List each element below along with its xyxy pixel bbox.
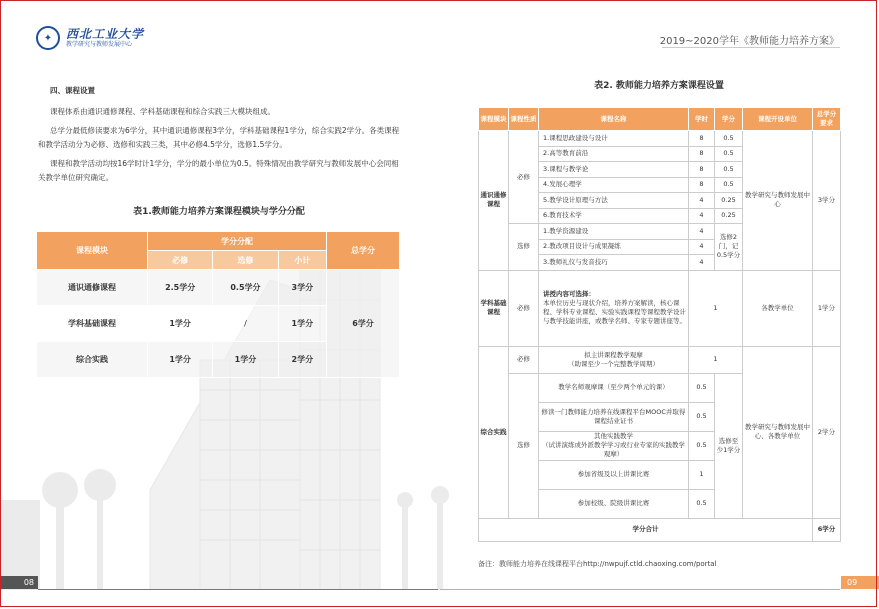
- elective-credit: 0.5学分: [213, 270, 278, 306]
- total-credit: 6学分: [327, 270, 400, 378]
- document-title: 2019~2020学年《教师能力培养方案》: [659, 36, 839, 47]
- required-credit: 2.5学分: [148, 270, 213, 306]
- content-text: 本单位历史与现状介绍，培养方案解读，核心课程、学科专业课程、实验实践课程等课程教学设计与教学技能讲座，或教学名师、专家专题讲座等。: [543, 299, 686, 325]
- header-credit: 学分分配: [148, 232, 327, 251]
- course-credit: 0.5: [689, 431, 715, 460]
- course-credit: 0.25: [715, 208, 743, 224]
- header-nature: 课程性质: [509, 108, 539, 131]
- course-name: 1.课程思政建设与设计: [539, 131, 689, 147]
- course-content: [539, 270, 689, 346]
- module-total: 3学分: [813, 131, 841, 271]
- nature-required: 必修: [509, 131, 539, 224]
- paragraph: 课程和教学活动均按16学时计1学分，学分的最小单位为0.5。特殊情况由教学研究与教师发展中心会同相关教学单位研究确定。: [38, 159, 399, 182]
- course-name: 3.课程与教学论: [539, 162, 689, 178]
- course-credit: 0.25: [715, 193, 743, 209]
- course-hours: 8: [689, 162, 715, 178]
- content-title: 讲授内容可选择：: [543, 290, 595, 298]
- nature-elective: 选修: [509, 373, 539, 518]
- header-divider: [662, 47, 840, 48]
- paragraph: 课程体系由通识通修课程、学科基础课程和综合实践三大模块组成。: [50, 107, 275, 116]
- university-logo: [36, 26, 144, 50]
- course-name: 参加校级、院级讲课比赛: [539, 489, 689, 518]
- elective-credit: 1学分: [213, 342, 278, 378]
- course-name: 1.教学资源建设: [539, 224, 689, 240]
- header-hours: 学时: [689, 108, 715, 131]
- section-heading: 四、课程设置: [50, 86, 95, 95]
- header-required: 必修: [148, 251, 213, 270]
- table-row: [479, 131, 841, 147]
- course-name: 教学名师观摩课（至少两个单元的课）: [539, 373, 689, 402]
- course-setting-table: [478, 107, 841, 542]
- course-credit: 0.5: [689, 402, 715, 431]
- university-emblem: ✦: [36, 26, 60, 50]
- course-name: 拟主讲课程教学观摩 （助课至少一个完整教学周期）: [539, 346, 689, 373]
- course-unit: 教学研究与教师发展中心: [743, 131, 813, 271]
- module-practice: 综合实践: [479, 346, 509, 518]
- course-hours: 4: [689, 255, 715, 271]
- sum-value: 6学分: [813, 518, 841, 541]
- course-credit: 0.5: [715, 162, 743, 178]
- header-course-name: 课程名称: [539, 108, 689, 131]
- subtotal-credit: 1学分: [278, 306, 326, 342]
- header-elective: 选修: [213, 251, 278, 270]
- course-credit: 1: [689, 460, 715, 489]
- table-sum-row: [479, 518, 841, 541]
- required-credit: 1学分: [148, 306, 213, 342]
- course-name: 参加省级及以上讲课比赛: [539, 460, 689, 489]
- header-module: 课程模块: [479, 108, 509, 131]
- course-credit: 1: [689, 346, 743, 373]
- table1-caption: 表1.教师能力培养方案课程模块与学分分配: [133, 207, 305, 217]
- course-hours: 4: [689, 224, 715, 240]
- page-number-left: 08: [0, 576, 38, 589]
- course-setting-section: [38, 84, 400, 190]
- paragraph: 总学分最低修读要求为6学分，其中通识通修课程3学分，学科基础课程1学分，综合实践2学分。各类课程和教学活动分为必修、选修和实践三类，其中必修4.5学分，选修1.5学分。: [38, 126, 400, 149]
- required-credit: 1学分: [148, 342, 213, 378]
- module-name: 综合实践: [37, 342, 148, 378]
- module-name: 通识通修课程: [37, 270, 148, 306]
- university-name: 西北工业大学: [66, 27, 145, 41]
- module-total: 2学分: [813, 346, 841, 518]
- header-total: 总学分: [327, 232, 400, 270]
- course-hours: 8: [689, 131, 715, 147]
- center-name: 教学研究与教师发展中心: [66, 41, 133, 48]
- header-module: 课程模块: [37, 232, 148, 270]
- elective-credit: /: [213, 306, 278, 342]
- course-name: 6.教育技术学: [539, 208, 689, 224]
- header-total: 总学分要求: [813, 108, 841, 131]
- course-credit: 1: [689, 270, 743, 346]
- elective-credit: 选修至少1学分: [715, 373, 743, 518]
- header-credit: 学分: [715, 108, 743, 131]
- course-name: 3.教师礼仪与发音技巧: [539, 255, 689, 271]
- header-unit: 课程开设单位: [743, 108, 813, 131]
- nature-required: 必修: [509, 346, 539, 373]
- course-name: 修读一门教师能力培养在线课程平台MOOC并取得课程结业证书: [539, 402, 689, 431]
- course-name: 其他实践教学 （试讲演练或外派教学学习或行业专家的实践教学观摩）: [539, 431, 689, 460]
- course-hours: 8: [689, 146, 715, 162]
- nature-required: 必修: [509, 270, 539, 346]
- course-hours: 8: [689, 177, 715, 193]
- page-number-right: 09: [841, 576, 879, 589]
- module-total: 1学分: [813, 270, 841, 346]
- module-name: 学科基础课程: [37, 306, 148, 342]
- footer-line-right: [440, 589, 840, 590]
- course-hours: 4: [689, 239, 715, 255]
- table-row: [479, 270, 841, 346]
- table-row: [479, 346, 841, 373]
- course-name: 5.教学设计原理与方法: [539, 193, 689, 209]
- course-credit: 0.5: [715, 131, 743, 147]
- table2-caption: 表2. 教师能力培养方案课程设置: [594, 81, 724, 91]
- module-foundation: 学科基础课程: [479, 270, 509, 346]
- course-credit: 0.5: [689, 373, 715, 402]
- nature-elective: 选修: [509, 224, 539, 271]
- course-credit: 0.5: [715, 146, 743, 162]
- subtotal-credit: 3学分: [278, 270, 326, 306]
- course-name: 2.高等教育前沿: [539, 146, 689, 162]
- elective-credit: 选修2门，记0.5学分: [715, 224, 743, 271]
- course-name: 4.发展心理学: [539, 177, 689, 193]
- course-credit: 0.5: [715, 177, 743, 193]
- footer-line-left: [38, 589, 438, 590]
- course-credit: 0.5: [689, 489, 715, 518]
- footnote: 备注：教师能力培养在线课程平台http://nwpujf.ctld.chaoxing.com/portal: [478, 560, 717, 568]
- module-general: 通识通修课程: [479, 131, 509, 271]
- course-name: 2.教改项目设计与成果凝练: [539, 239, 689, 255]
- table-header-row: [479, 108, 841, 131]
- table-row: [37, 270, 400, 306]
- sum-label: 学分合计: [479, 518, 813, 541]
- course-unit: 教学研究与教师发展中心、各教学单位: [743, 346, 813, 518]
- credit-allocation-table: [36, 231, 400, 378]
- course-unit: 各教学单位: [743, 270, 813, 346]
- header-subtotal: 小计: [278, 251, 326, 270]
- subtotal-credit: 2学分: [278, 342, 326, 378]
- course-hours: 4: [689, 193, 715, 209]
- course-hours: 4: [689, 208, 715, 224]
